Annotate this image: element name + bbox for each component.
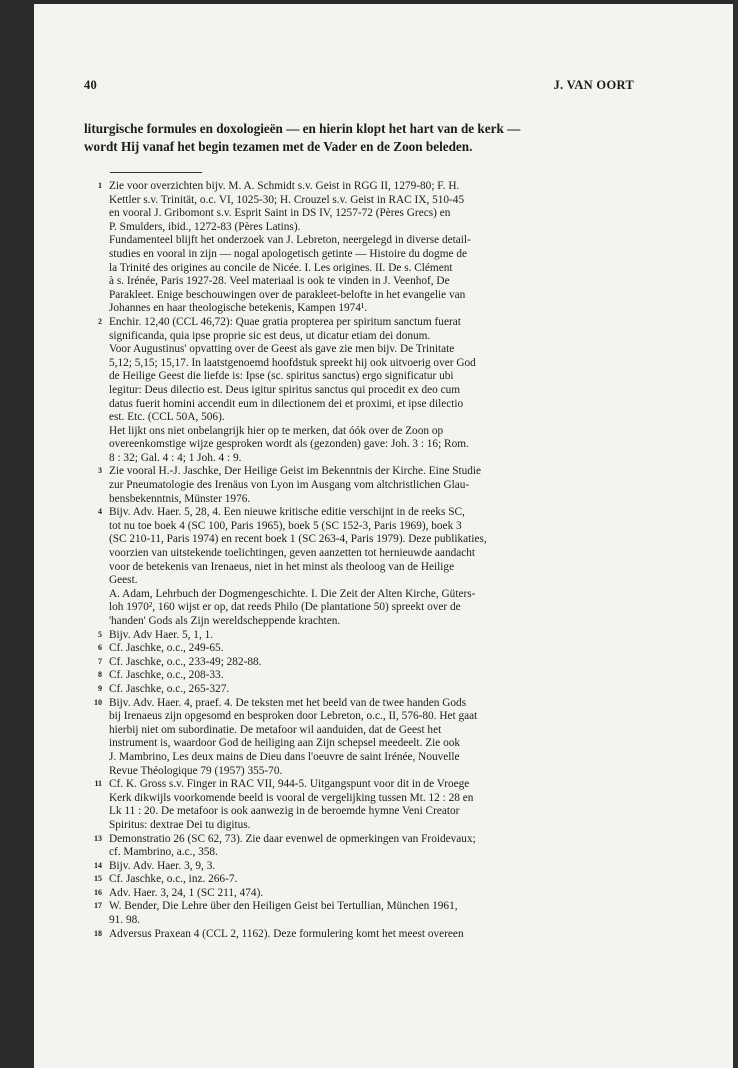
footnote-number: 5 bbox=[98, 629, 102, 639]
footnote bbox=[84, 697, 641, 779]
footnote-line: A. Adam, Lehrbuch der Dogmengeschichte. I. Die Zeit der Alten Kirche, Güters- bbox=[109, 587, 476, 600]
footnote-line: Het lijkt ons niet onbelangrijk hier op te merken, dat óók over de Zoon op bbox=[109, 424, 444, 437]
footnote bbox=[84, 180, 641, 316]
footnote-line: 'handen' Gods als Zijn wereldscheppende krachten. bbox=[109, 615, 341, 627]
footnote-line: Fundamenteel blijft het onderzoek van J. Lebreton, neergelegd in diverse detail- bbox=[109, 234, 471, 247]
footnote-line: la Trinité des origines au concile de Nicée. I. Les origines. II. De s. Clément bbox=[109, 261, 453, 274]
footnote bbox=[84, 506, 641, 628]
footnote bbox=[84, 928, 641, 942]
footnote-line: Cf. Jaschke, o.c., 233-49; 282-88. bbox=[109, 655, 262, 668]
footnote-line: datus fuerit homini accendit eum in dilectionem dei et proximi, et ipse dilectio bbox=[109, 397, 464, 410]
footnote-line: W. Bender, Die Lehre über den Heiligen Geist bei Tertullian, München 1961, bbox=[109, 900, 458, 913]
footnote-line: Cf. Jaschke, o.c., inz. 266-7. bbox=[109, 873, 238, 886]
footnote bbox=[84, 316, 641, 466]
footnote-line: Demonstratio 26 (SC 62, 73). Zie daar evenwel de opmerkingen van Froidevaux; bbox=[109, 832, 476, 845]
footnote-line: Geest. bbox=[109, 574, 138, 587]
footnote-line: legitur: Deus dilectio est. Deus igitur spiritus sanctus qui procedit ex deo cum bbox=[109, 383, 461, 396]
footnote-line: Revue Théologique 79 (1957) 355-70. bbox=[109, 764, 283, 777]
footnote-line: 5,12; 5,15; 15,17. In laatstgenoemd hoofdstuk spreekt hij ook uitvoerig over God bbox=[109, 356, 476, 369]
footnote-line: cf. Mambrino, a.c., 358. bbox=[109, 846, 218, 859]
footnote bbox=[84, 833, 641, 860]
footnote-line: (SC 210-11, Paris 1974) en recent boek 1 (SC 263-4, Paris 1979). Deze publikaties, bbox=[109, 533, 487, 546]
footnote-number: 9 bbox=[98, 683, 102, 693]
footnote-line: de Heilige Geest die liefde is: Ipse (sc. spiritus sanctus) ergo significatur ubi bbox=[109, 370, 454, 383]
footnote bbox=[84, 900, 641, 927]
footnote-line: hierbij niet om subordinatie. De metafoor wil aanduiden, dat de Geest het bbox=[109, 723, 442, 736]
footnote-separator bbox=[110, 172, 202, 173]
footnote bbox=[84, 860, 641, 874]
footnote-line: zur Pneumatologie des Irenäus von Lyon im Ausgang vom altchristlichen Glau- bbox=[109, 479, 470, 492]
footnote-line: Johannes en haar theologische betekenis, Kampen 1974¹. bbox=[109, 302, 368, 315]
footnote-line: Zie vooral H.-J. Jaschke, Der Heilige Geist im Bekenntnis der Kirche. Eine Studie bbox=[109, 465, 482, 478]
footnote-number: 15 bbox=[94, 874, 102, 884]
footnote-number: 6 bbox=[98, 643, 102, 653]
footnote-line: voor de betekenis van Irenaeus, niet in het minst als theoloog van de Heilige bbox=[109, 560, 455, 573]
footnote-line: Kerk dikwijls voorkomende beeld is vooral de vergelijking tussen Mt. 12 : 28 en bbox=[109, 791, 474, 804]
footnotes bbox=[84, 180, 641, 941]
footnote-line: loh 1970², 160 wijst er op, dat reeds Philo (De plantatione 50) spreekt over de bbox=[109, 601, 461, 614]
footnote bbox=[84, 887, 641, 901]
footnote-line: Cf. K. Gross s.v. Finger in RAC VII, 944-5. Uitgangspunt voor dit in de Vroege bbox=[109, 778, 470, 791]
footnote bbox=[84, 629, 641, 643]
footnote-line: Zie voor overzichten bijv. M. A. Schmidt s.v. Geist in RGG II, 1279-80; F. H. bbox=[109, 180, 460, 192]
footnote-line: bensbekenntnis, Münster 1976. bbox=[109, 492, 251, 505]
footnote-line: Cf. Jaschke, o.c., 265-327. bbox=[109, 682, 230, 695]
footnote-number: 10 bbox=[94, 697, 102, 707]
footnote-line: voorzien van uitstekende toelichtingen, geven aanzetten tot hernieuwde aandacht bbox=[109, 547, 476, 560]
footnote-number: 7 bbox=[98, 656, 102, 666]
body-text bbox=[84, 120, 639, 156]
body-line: wordt Hij vanaf het begin tezamen met de Vader en de Zoon beleden. bbox=[84, 139, 473, 154]
footnote-number: 11 bbox=[94, 779, 102, 789]
footnote-line: Kettler s.v. Trinität, o.c. VI, 1025-30; H. Crouzel s.v. Geist in RAC IX, 510-45 bbox=[109, 193, 465, 206]
footnote-line: tot nu toe boek 4 (SC 100, Paris 1965), boek 5 (SC 152-3, Paris 1969), boek 3 bbox=[109, 519, 462, 532]
footnote bbox=[84, 465, 641, 506]
footnote-line: P. Smulders, ibid., 1272-83 (Pères Latins). bbox=[109, 220, 301, 233]
footnote-line: 91. 98. bbox=[109, 914, 141, 927]
footnote-line: Parakleet. Enige beschouwingen over de parakleet-belofte in het evangelie van bbox=[109, 288, 466, 301]
footnote-line: Bijv. Adv. Haer. 3, 9, 3. bbox=[109, 859, 216, 872]
footnote-line: J. Mambrino, Les deux mains de Dieu dans l'oeuvre de saint Irénée, Nouvelle bbox=[109, 750, 460, 763]
footnote-line: 8 : 32; Gal. 4 : 4; 1 Joh. 4 : 9. bbox=[109, 451, 242, 464]
page-header bbox=[84, 78, 634, 96]
footnote-number: 13 bbox=[94, 833, 102, 843]
running-head: J. VAN OORT bbox=[553, 78, 634, 92]
page-number: 40 bbox=[84, 78, 98, 92]
footnote-line: Adv. Haer. 3, 24, 1 (SC 211, 474). bbox=[109, 886, 264, 899]
footnote-number: 2 bbox=[98, 316, 102, 326]
footnote-number: 1 bbox=[98, 181, 102, 190]
footnote bbox=[84, 669, 641, 683]
footnote-line: est. Etc. (CCL 50A, 506). bbox=[109, 411, 225, 424]
footnote-number: 3 bbox=[98, 466, 102, 476]
footnote bbox=[84, 683, 641, 697]
footnote-line: Bijv. Adv. Haer. 4, praef. 4. De teksten met het beeld van de twee handen Gods bbox=[109, 696, 467, 709]
footnote-line: Bijv. Adv. Haer. 5, 28, 4. Een nieuwe kritische editie verschijnt in de reeks SC, bbox=[109, 506, 465, 519]
footnote bbox=[84, 642, 641, 656]
footnote bbox=[84, 656, 641, 670]
footnote-number: 14 bbox=[94, 860, 102, 870]
footnote-line: Cf. Jaschke, o.c., 249-65. bbox=[109, 642, 224, 655]
footnote bbox=[84, 873, 641, 887]
footnote-line: Voor Augustinus' opvatting over de Geest als gave zie men bijv. De Trinitate bbox=[109, 343, 455, 356]
scan-border-right bbox=[733, 0, 738, 1068]
footnote-line: studies en vooral in zijn — nogal apologetisch getinte — Histoire du dogme de bbox=[109, 247, 467, 260]
footnote-line: Spiritus: dextrae Dei tu digitus. bbox=[109, 818, 251, 831]
footnote-line: instrument is, waardoor God de heiliging aan Zijn schepsel meedeelt. Zie ook bbox=[109, 737, 461, 750]
footnote bbox=[84, 778, 641, 832]
footnote-number: 8 bbox=[98, 670, 102, 680]
footnote-line: à s. Irénée, Paris 1927-28. Veel materiaal is ook te vinden in J. Veenhof, De bbox=[109, 275, 450, 288]
footnote-number: 17 bbox=[94, 901, 102, 911]
footnote-number: 16 bbox=[94, 887, 102, 897]
footnote-line: bij Irenaeus zijn opgesomd en besproken door Lebreton, o.c., II, 576-80. Het gaat bbox=[109, 710, 478, 723]
footnote-number: 4 bbox=[98, 507, 102, 517]
footnote-line: significanda, quia ipse proprie sic est deus, ut dicatur etiam dei donum. bbox=[109, 329, 431, 342]
footnote-number: 18 bbox=[94, 928, 102, 938]
footnote-line: Cf. Jaschke, o.c., 208-33. bbox=[109, 669, 224, 682]
body-line: liturgische formules en doxologieën — en hierin klopt het hart van de kerk — bbox=[84, 121, 521, 136]
footnote-line: Bijv. Adv Haer. 5, 1, 1. bbox=[109, 628, 214, 641]
footnote-line: Adversus Praxean 4 (CCL 2, 1162). Deze formulering komt het meest overeen bbox=[109, 927, 464, 940]
footnote-line: overeenkomstige wijze gesproken wordt als (gezonden) gave: Joh. 3 : 16; Rom. bbox=[109, 438, 469, 451]
footnote-line: Enchir. 12,40 (CCL 46,72): Quae gratia propterea per spiritum sanctum fuerat bbox=[109, 315, 461, 328]
scan-border-left bbox=[0, 0, 34, 1068]
footnote-line: en vooral J. Gribomont s.v. Esprit Saint in DS IV, 1257-72 (Pères Grecs) en bbox=[109, 207, 451, 220]
footnote-line: Lk 11 : 20. De metafoor is ook aanwezig in de beroemde hymne Veni Creator bbox=[109, 805, 460, 818]
